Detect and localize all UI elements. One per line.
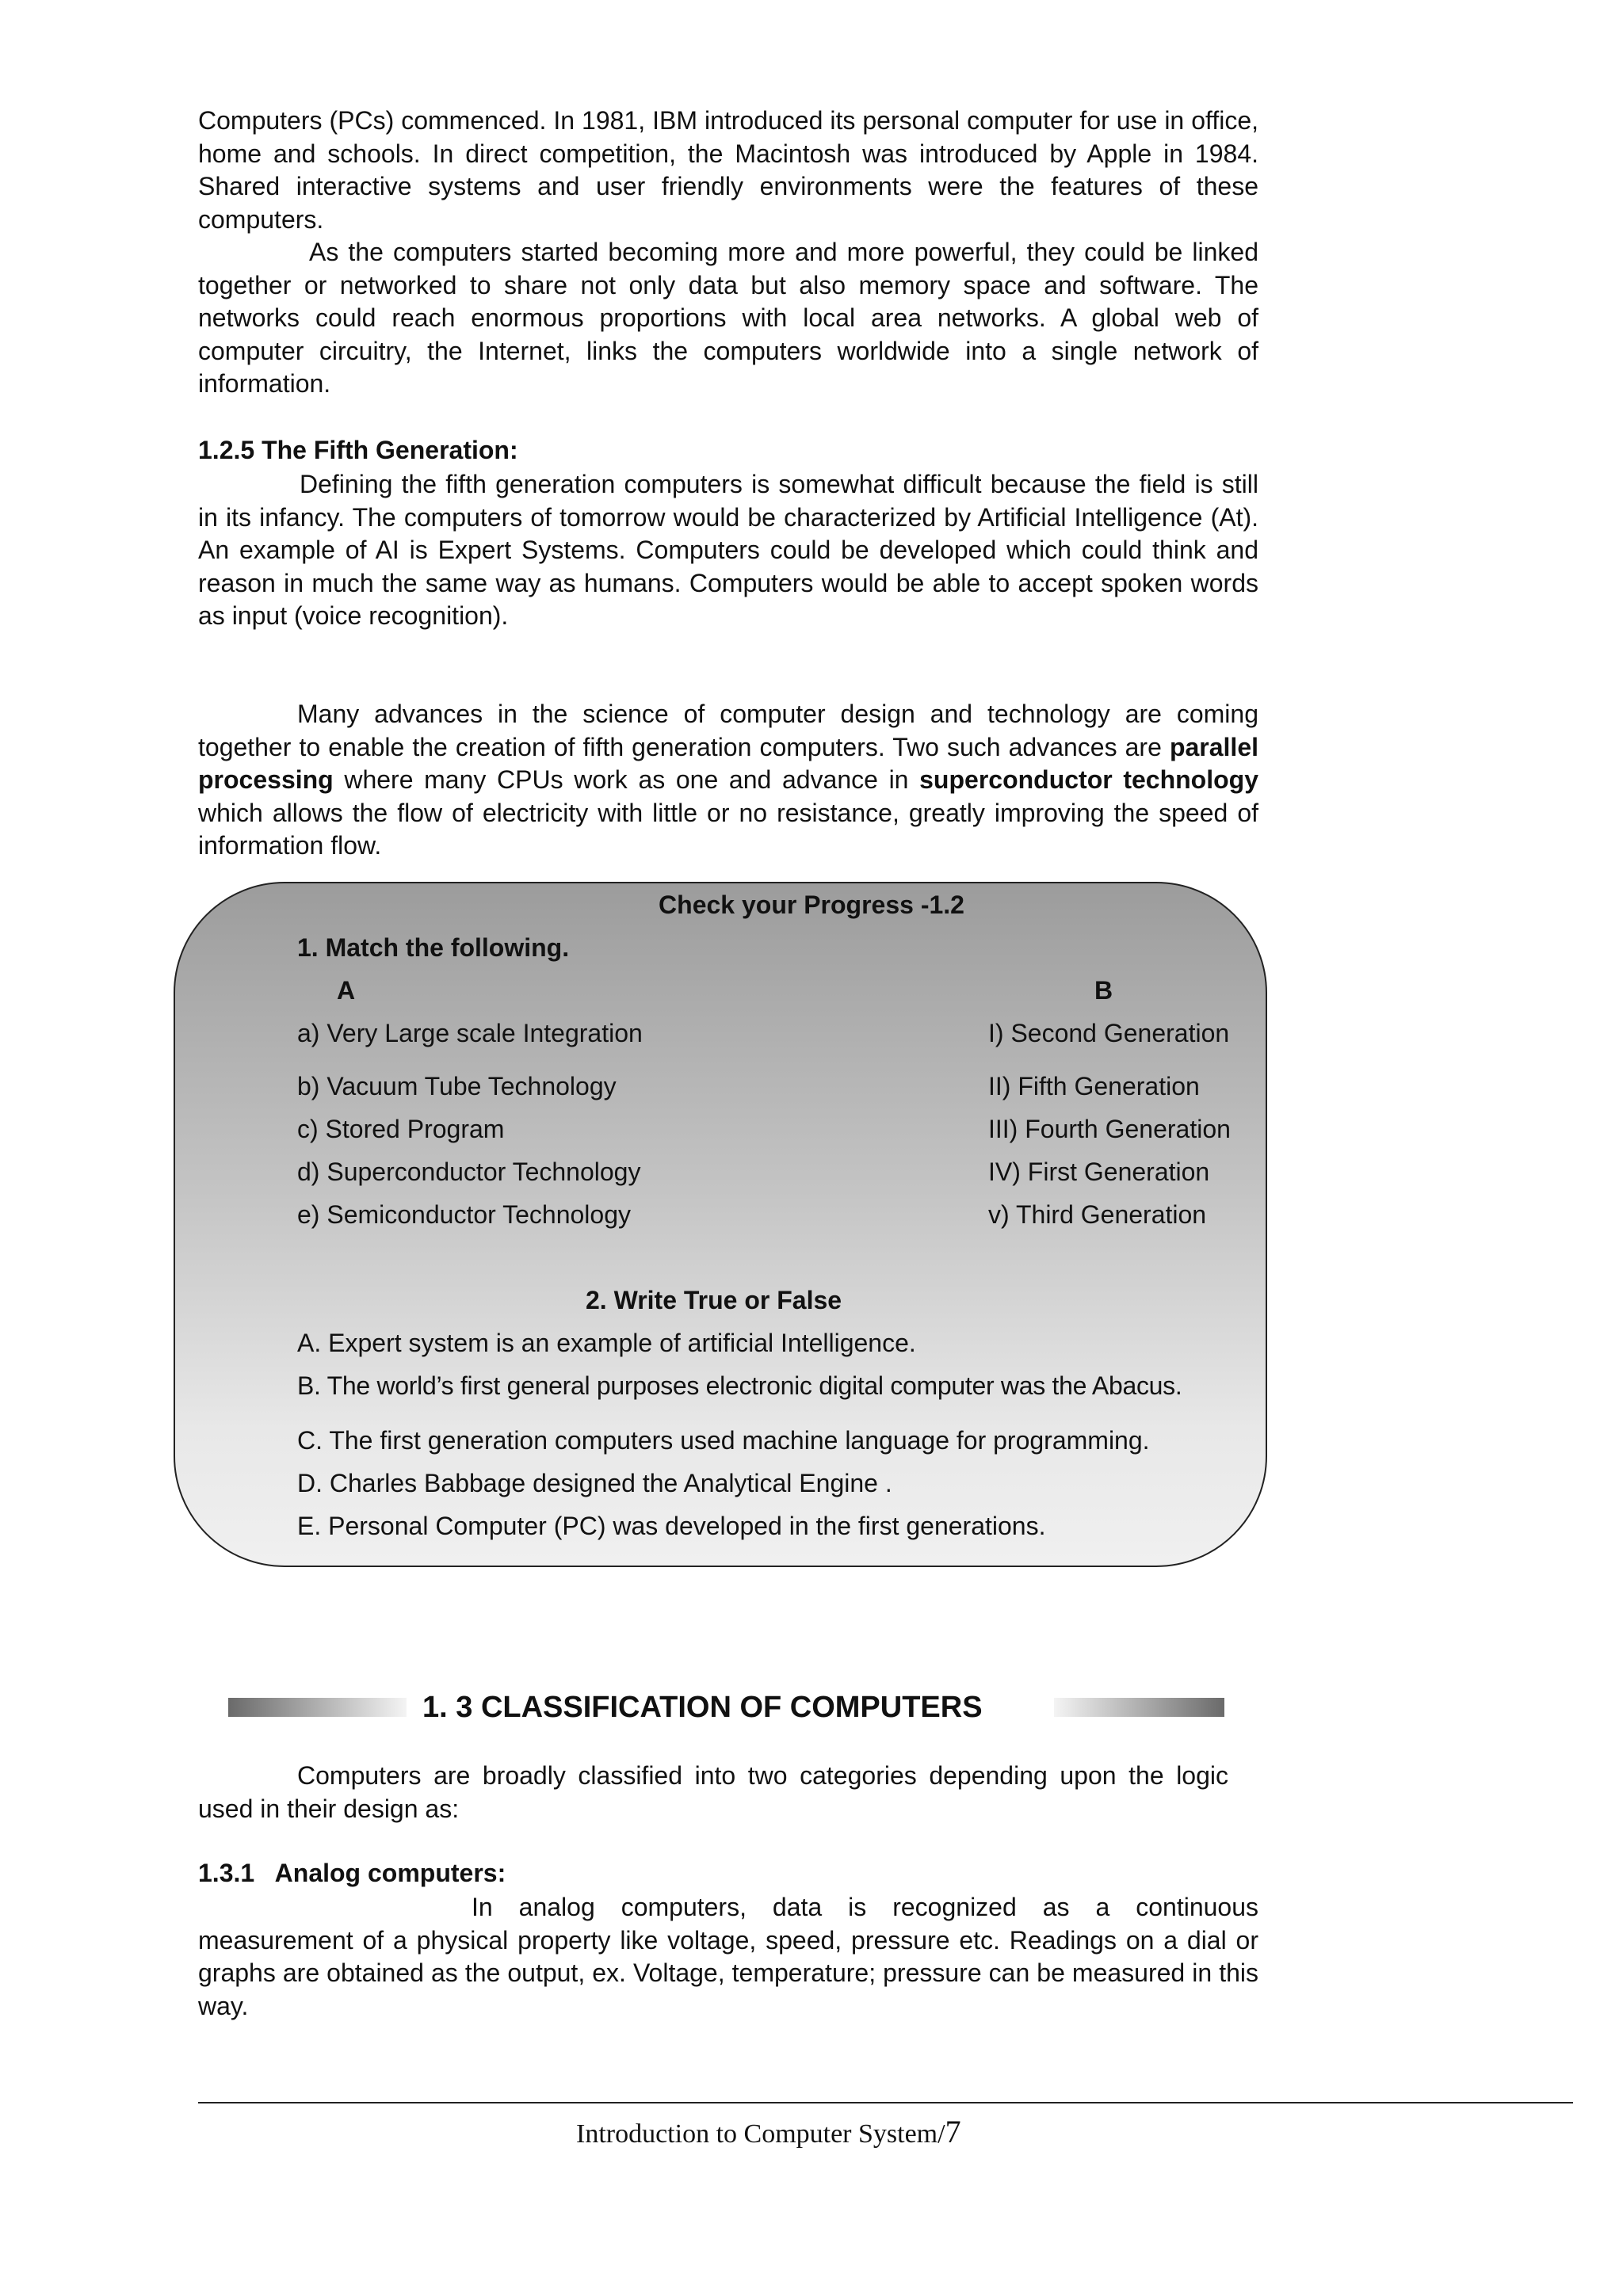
match-option-1: I) Second Generation xyxy=(988,1019,1230,1047)
footer-title: Introduction to Computer System/ xyxy=(576,2119,945,2149)
true-false-item-d: D. Charles Babbage designed the Analytical Engine . xyxy=(297,1469,892,1497)
banner-bar-right xyxy=(1054,1698,1224,1717)
para-text-start: Many advances in the science of computer design and technology are coming together to enable the creation of fifth generation computers. Two such advances are xyxy=(198,700,1258,761)
match-item-d: d) Superconductor Technology xyxy=(297,1158,641,1186)
intro-paragraph-2: As the computers started becoming more and more powerful, they could be linked together or networked to share not only data but also memory space and software. The networks could reach enormous proportions with local area networks. A global web of computer circuitry, the Internet, links the computers worldwide into a single network of information. xyxy=(198,238,1258,398)
parallel-processing-term: parallel processing xyxy=(198,732,1258,794)
true-false-item-c: C. The first generation computers used machine language for programming. xyxy=(297,1426,1150,1455)
analog-computers-heading: 1.3.1 Analog computers: xyxy=(198,1859,506,1887)
column-b-label: B xyxy=(1094,976,1113,1005)
match-option-5: v) Third Generation xyxy=(988,1200,1207,1229)
column-a-label: A xyxy=(337,976,356,1005)
true-false-title: 2. Write True or False xyxy=(586,1286,842,1314)
match-option-2: II) Fifth Generation xyxy=(988,1072,1200,1100)
match-option-3: III) Fourth Generation xyxy=(988,1115,1231,1143)
match-question-title: 1. Match the following. xyxy=(297,933,570,962)
classification-intro xyxy=(198,1760,1228,1825)
true-false-item-e: E. Personal Computer (PC) was developed in the first generations. xyxy=(297,1512,1046,1540)
page-number: 7 xyxy=(945,2114,961,2149)
true-false-item-b: B. The world’s first general purposes electronic digital computer was the Abacus. xyxy=(297,1371,1182,1400)
intro-section xyxy=(198,105,1258,401)
match-item-b: b) Vacuum Tube Technology xyxy=(297,1072,617,1100)
match-item-e: e) Semiconductor Technology xyxy=(297,1200,631,1229)
match-item-a: a) Very Large scale Integration xyxy=(297,1019,643,1047)
fifth-generation-paragraph-2 xyxy=(198,698,1258,863)
fifth-generation-text-2 xyxy=(198,698,1258,863)
fifth-generation-heading: 1.2.5 The Fifth Generation: xyxy=(198,436,518,464)
classification-heading: 1. 3 CLASSIFICATION OF COMPUTERS xyxy=(422,1691,983,1724)
fifth-generation-paragraph-1 xyxy=(198,468,1258,633)
classification-text: Computers are broadly classified into two categories depending upon the logic used in their design as: xyxy=(198,1761,1228,1823)
intro-paragraph-1: Computers (PCs) commenced. In 1981, IBM introduced its personal computer for use in office, home and schools. In direct competition, the Macintosh was introduced by Apple in 1984. Shared interactive systems and user friendly environments were the features of these computers. xyxy=(198,106,1258,234)
superconductor-technology-term: superconductor technology xyxy=(919,765,1259,794)
footer-rule xyxy=(198,2102,1573,2103)
check-progress-title: Check your Progress -1.2 xyxy=(659,891,964,919)
true-false-item-a: A. Expert system is an example of artificial Intelligence. xyxy=(297,1329,916,1357)
para-text-end: which allows the flow of electricity with little or no resistance, greatly improving the speed of information flow. xyxy=(198,798,1258,860)
analog-computers-text: In analog computers, data is recognized as a continuous measurement of a physical property like voltage, speed, pressure etc. Readings on a dial or graphs are obtained as the output, ex. Voltage, temperature; pressure can be measured in this way. xyxy=(198,1893,1258,2020)
fifth-generation-text-1: Defining the fifth generation computers is somewhat difficult because the field is still in its infancy. The computers of tomorrow would be characterized by Artificial Intelligence (At). An example of AI is Expert Systems. Computers could be developed which could think and reason in much the same way as humans. Computers would be able to accept spoken words as input (voice recognition). xyxy=(198,470,1258,630)
match-item-c: c) Stored Program xyxy=(297,1115,505,1143)
para-text-mid: where many CPUs work as one and advance in xyxy=(333,765,920,794)
match-option-4: IV) First Generation xyxy=(988,1158,1210,1186)
analog-computers-paragraph xyxy=(198,1891,1258,2023)
banner-bar-left xyxy=(228,1698,407,1717)
footer xyxy=(576,2113,961,2150)
